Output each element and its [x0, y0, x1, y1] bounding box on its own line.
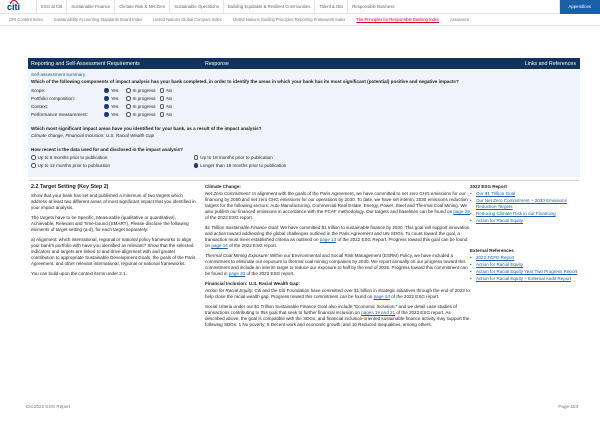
- header-links: Links and References: [524, 60, 576, 67]
- recency-18-months-radio[interactable]: [194, 155, 199, 160]
- performance-no-radio[interactable]: [160, 112, 165, 117]
- header-response: Response: [205, 60, 229, 67]
- recency-longer-radio[interactable]: [194, 163, 199, 168]
- ref-net-zero-link[interactable]: • Our Net Zero Commitment + 2030 Emissions Reduction Targets: [470, 198, 578, 210]
- scope-row: Scope: Yes In progress No: [31, 88, 173, 93]
- subnav-ungc-index[interactable]: United Nations Global Compact Index: [153, 17, 222, 22]
- subnav-ungp-index[interactable]: United Nations Guiding Principles Reporting Framework Index: [232, 17, 346, 22]
- ext-year-two-link[interactable]: • Action for Racial Equity Year Two Progress Report: [470, 269, 578, 275]
- self-assessment-summary: [28, 70, 580, 177]
- subnav-assurance[interactable]: Assurance: [449, 17, 470, 22]
- top-navigation: [0, 0, 600, 14]
- recency-12-months-radio[interactable]: [31, 163, 36, 168]
- page-33-link[interactable]: page 33: [228, 271, 246, 276]
- ext-tcfd-link[interactable]: • 2022 TCFD Report: [470, 255, 578, 261]
- external-reference-links: [470, 255, 578, 282]
- portfolio-inprogress-radio[interactable]: [126, 96, 131, 101]
- pages-19-21-link[interactable]: pages 19 and 21: [361, 310, 396, 315]
- performance-yes-radio[interactable]: [104, 112, 109, 117]
- summary-question-3: How recent is the data used for and disclosed in the impact analysis?: [31, 147, 183, 152]
- data-recency-row-1: Up to 6 months prior to publication Up to 18 months prior to publication: [31, 155, 273, 161]
- nav-appendices[interactable]: Appendices: [559, 0, 600, 14]
- target-para-3: a) Alignment: which international, regional or national policy frameworks to align your bank's portfolio with have you identified as relevant? Show that the selected indicators and targets are linked to and drive alignment with and greater contribution to appropriate Sustainable Development Goals, the goals of the Paris Agreement, and other relevant international, regional or national frameworks.: [31, 237, 196, 266]
- nav-talent-dei[interactable]: Talent & DEI: [314, 0, 347, 14]
- page-29-link[interactable]: page 29: [453, 209, 470, 214]
- nav-responsible-business[interactable]: Responsible Business: [347, 0, 398, 14]
- page-64-link[interactable]: page 64: [373, 294, 391, 299]
- scope-yes-radio[interactable]: [104, 88, 109, 93]
- ext-audit-report-link[interactable]: • Action for Racial Equity – External Audit Report: [470, 276, 578, 282]
- portfolio-row: Portfolio composition: Yes In progress No: [31, 96, 173, 101]
- summary-question-2: Which most significant impact areas have you identified for your bank, as a result of the impact analysis?: [31, 126, 262, 131]
- racial-equity-paragraph: Action for Racial Equity: Citi and the Citi Foundation have committed over $1 billion in strategic initiatives through the end of 2023 to help close the racial wealth gap. Progress toward this commitment can be found on page 64 of the 2022 ESG report.: [205, 288, 470, 299]
- performance-inprogress-radio[interactable]: [126, 112, 131, 117]
- footer-report-name: Citi 2022 ESG Report: [26, 404, 71, 409]
- nav-climate-risk[interactable]: Climate Risk & Net Zero: [114, 0, 169, 14]
- nav-sustainable-operations[interactable]: Sustainable Operations: [169, 0, 223, 14]
- impact-areas-answer: Climate change, Financial Inclusion: U.S. Racial Wealth Gap: [31, 133, 155, 138]
- ext-racial-equity-link[interactable]: • Action for Racial Equity: [470, 262, 578, 268]
- data-recency-row-2: Up to 12 months prior to publication Longer than 18 months prior to publication: [31, 163, 286, 169]
- sub-navigation: [0, 14, 600, 26]
- citi-logo[interactable]: citi: [7, 1, 21, 12]
- social-criteria-paragraph: Social criteria under our $1 Trillion Sustainable Finance Goal also include "Economic Inclusion," and we detail case studies of transactions contributing to this goal that seek to further financial inclusion on pages 19 and 21 of the 2022 ESG report. As described above, the goal is compatible with the SDGs, and financial inclusion-oriented sustainable finance activity may support the following SDGs: 1 No poverty; 8 Decent work and economic growth; and 10 Reduced inequalities, among others.: [205, 304, 470, 327]
- nav-esg-at-citi[interactable]: ESG at Citi: [36, 0, 66, 14]
- context-no-radio[interactable]: [160, 104, 165, 109]
- page-number: Page 153: [558, 404, 578, 409]
- context-inprogress-radio[interactable]: [126, 104, 131, 109]
- scope-no-radio[interactable]: [160, 88, 165, 93]
- ref-racial-equity-link[interactable]: • Action for Racial Equity: [470, 218, 578, 224]
- nav-sustainable-finance[interactable]: Sustainable Finance: [66, 0, 114, 14]
- financial-inclusion-title: Financial Inclusion: U.S. Racial Wealth Gap:: [205, 281, 300, 286]
- logo-arc-icon: [10, 0, 18, 4]
- subnav-gri-index[interactable]: GRI Content Index: [9, 17, 43, 22]
- portfolio-no-radio[interactable]: [160, 96, 165, 101]
- external-refs-title: External References: [470, 248, 514, 253]
- subnav-sasb-index[interactable]: Sustainability Accounting Standards Board Index: [53, 17, 143, 22]
- summary-title: Self-assessment summary: [31, 72, 86, 77]
- target-para-1: Show that your bank has set and published a minimum of two targets which address at least two different areas of most significant impact that you identified in your impact analysis.: [31, 193, 196, 210]
- subnav-prb-index[interactable]: The Principles for Responsible Banking Index: [356, 17, 439, 22]
- context-yes-radio[interactable]: [104, 104, 109, 109]
- climate-change-title: Climate Change:: [205, 184, 241, 189]
- header-requirements: Reporting and Self-Assessment Requirements: [31, 60, 140, 67]
- target-para-2: The targets have to be Specific, Measurable (qualitative or quantitative), Achievable, Relevant and Time-bound (SMART). Please disclose the following elements of target setting (a-d), for each target separately:: [31, 215, 189, 232]
- response-column: [205, 184, 470, 332]
- nav-communities[interactable]: Building Equitable & Resilient Communities: [223, 0, 314, 14]
- page-footer: [26, 404, 578, 409]
- links-column: [470, 184, 578, 283]
- ref-trillion-goal-link[interactable]: • Our $1 Trillion Goal: [470, 191, 578, 197]
- target-setting-heading: 2.2 Target Setting (Key Step 2): [31, 184, 109, 190]
- recency-6-months-radio[interactable]: [31, 155, 36, 160]
- page-13-link[interactable]: page 13: [319, 237, 337, 242]
- ref-climate-risk-link[interactable]: • Reducing Climate Risk in our Financing: [470, 211, 578, 217]
- section-divider: [28, 180, 580, 181]
- performance-row: Performance measurement: Yes In progress No: [31, 112, 173, 117]
- esg-report-links: [470, 191, 578, 224]
- net-zero-paragraph: Net Zero Commitment: In alignment with the goals of the Paris Agreement, we have committed to net zero GHG emissions for our financing by 2050 and net zero GHG emissions for our operations by 2030. To date, we have set interim, 2030 emissions reduction targets for the following sectors: Auto Manufacturing, Commercial Real Estate, Energy, Power, Steel and Thermal Coal Mining. We also publish our financed emissions in accordance with the PCAF methodology. Our targets and baselines can be found on page 29 of the 2022 ESG report.: [205, 191, 470, 220]
- target-setting-column: [31, 184, 199, 281]
- portfolio-yes-radio[interactable]: [104, 96, 109, 101]
- thermal-coal-paragraph: Thermal Coal Mining Exposure: Within our Environmental and Social Risk Management (ESRM) Policy, we have included a commitment to eliminate our exposure to thermal coal mining companies by 2030. We report annually on our progress toward this commitment and include an interim target to reduce our exposure to half by the end of 2025. Progress toward this commitment can be found in page 33 of the 2022 ESG report.: [205, 253, 468, 276]
- scope-inprogress-radio[interactable]: [126, 88, 131, 93]
- esg-report-title: 2022 ESG Report: [470, 184, 507, 189]
- table-header: [28, 58, 580, 69]
- trillion-goal-paragraph: $1 Trillion Sustainable Finance Goal: We have committed $1 trillion to sustainable finance by 2030. This goal will support innovation and action toward addressing the global challenges outlined in the Paris Agreement and UN SDGs. To count toward the goal, a transaction must meet established criteria as outlined on page 13 of the 2022 ESG Report. Progress toward this goal can be found on page 14 of the 2022 ESG report.: [205, 225, 470, 248]
- target-para-4: You can build upon the context items under 2.1.: [31, 271, 127, 276]
- page-14-link[interactable]: page 14: [211, 243, 228, 248]
- summary-question-1: Which of the following components of impact analysis has your bank completed, in order to identify the areas in which your bank has its most significant (potential) positive and negative impacts?: [31, 79, 459, 84]
- context-row: Context: Yes In progress No: [31, 104, 173, 109]
